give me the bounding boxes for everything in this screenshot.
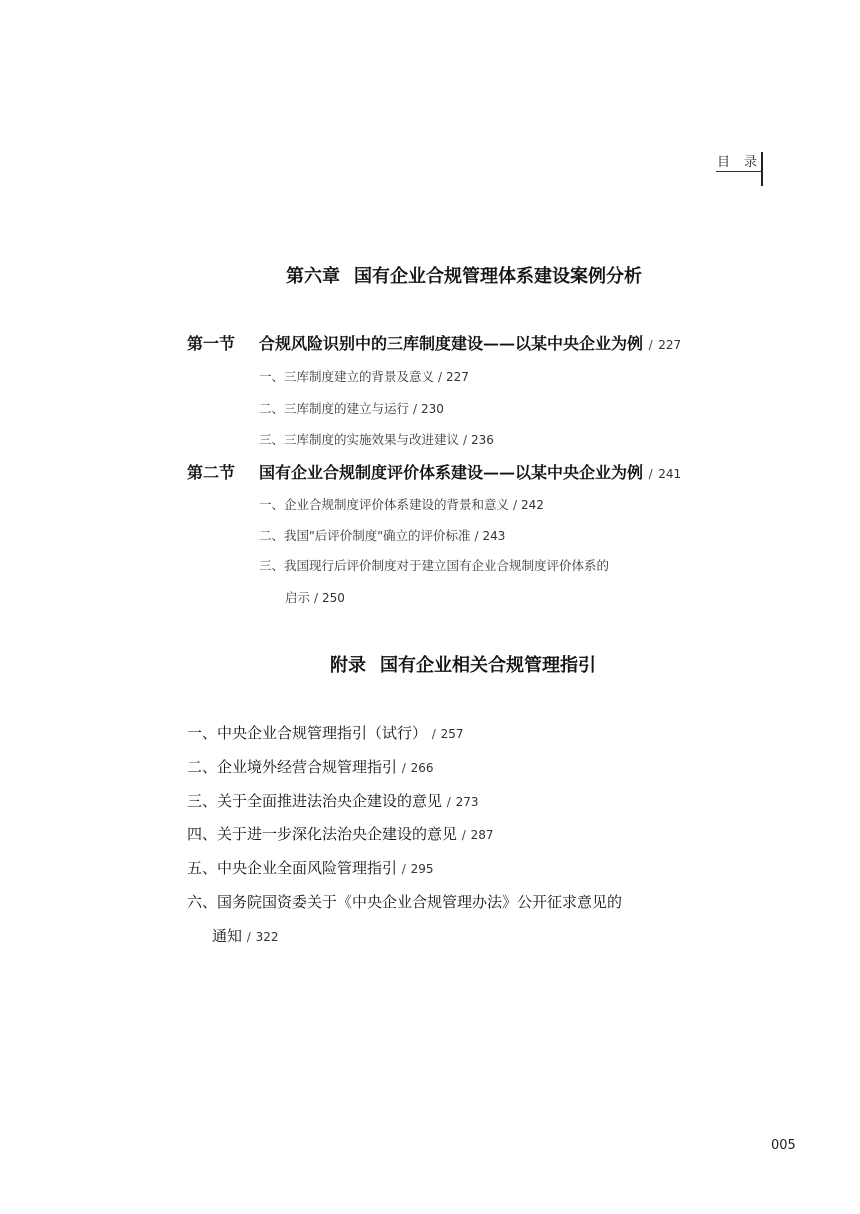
appendix-label: 附录 [330,655,366,676]
page-number: 005 [771,1138,796,1153]
section-title: 国有企业合规制度评价体系建设——以某中央企业为例 [259,463,644,482]
toc-item[interactable]: 二、我国"后评价制度"确立的评价标准 / 243 [259,528,506,543]
section-label: 第一节 [187,334,236,353]
appendix-item[interactable]: 五、中央企业全面风险管理指引 / 295 [187,859,434,877]
toc-item[interactable]: 一、三库制度建立的背景及意义 / 227 [259,369,469,384]
toc-item-continuation[interactable]: 启示 / 250 [285,590,345,605]
section-title: 合规风险识别中的三库制度建设——以某中央企业为例 [259,334,644,353]
section-page: 241 [658,467,682,481]
toc-item[interactable]: 二、三库制度的建立与运行 / 230 [259,401,444,416]
toc-item[interactable]: 三、我国现行后评价制度对于建立国有企业合规制度评价体系的 [259,558,610,573]
toc-item[interactable]: 三、三库制度的实施效果与改进建议 / 236 [259,432,494,447]
toc-section-2[interactable]: 第二节 国有企业合规制度评价体系建设——以某中央企业为例 / 241 [187,460,681,483]
section-label: 第二节 [187,463,236,482]
appendix-item-continuation[interactable]: 通知 / 322 [212,927,279,945]
chapter-number: 第六章 [286,266,340,287]
running-header: 目录 [717,155,772,170]
appendix-item[interactable]: 六、国务院国资委关于《中央企业合规管理办法》公开征求意见的 [187,893,623,911]
appendix-item[interactable]: 三、关于全面推进法治央企建设的意见 / 273 [187,792,479,810]
appendix-title [330,651,596,677]
chapter-title [286,262,642,288]
header-rule [716,171,762,172]
appendix-item[interactable]: 四、关于进一步深化法治央企建设的意见 / 287 [187,825,494,843]
appendix-name: 国有企业相关合规管理指引 [380,655,596,676]
appendix-item[interactable]: 一、中央企业合规管理指引（试行） / 257 [187,724,464,742]
header-vertical-rule [761,152,763,186]
appendix-item[interactable]: 二、企业境外经营合规管理指引 / 266 [187,758,434,776]
toc-section-1[interactable]: 第一节 合规风险识别中的三库制度建设——以某中央企业为例 / 227 [187,331,681,354]
chapter-name: 国有企业合规管理体系建设案例分析 [354,266,642,287]
toc-item[interactable]: 一、企业合规制度评价体系建设的背景和意义 / 242 [259,497,544,512]
section-page: 227 [658,338,682,352]
